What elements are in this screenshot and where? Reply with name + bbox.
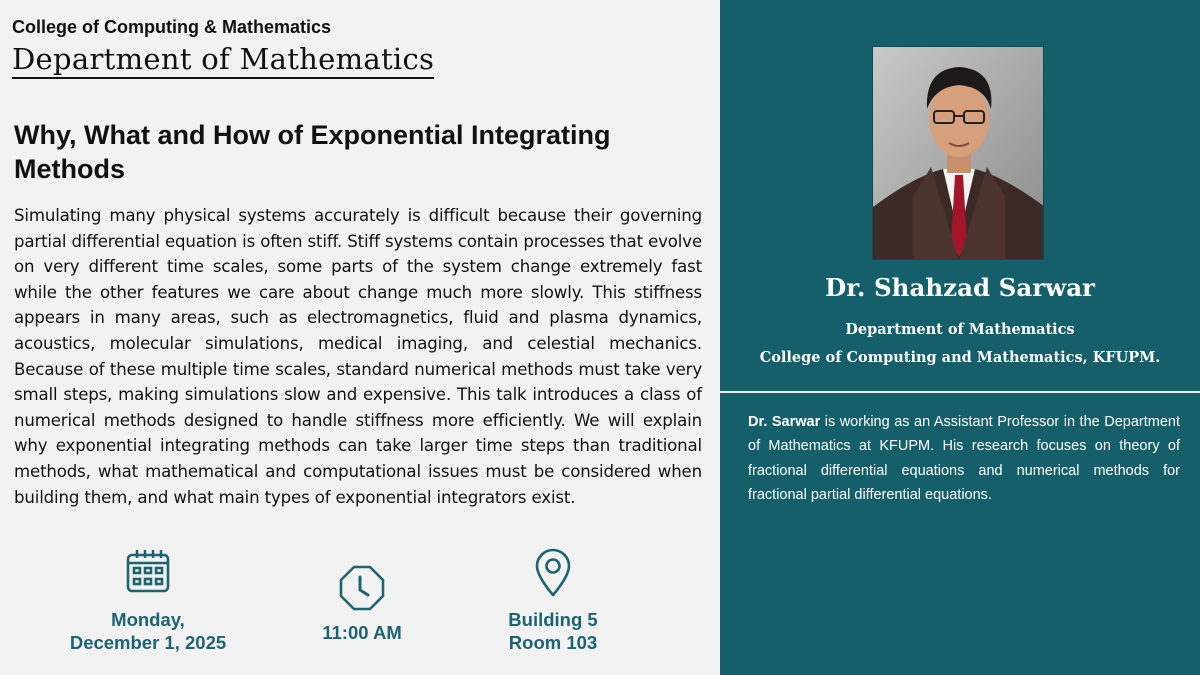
speaker-name: Dr. Shahzad Sarwar [825,273,1095,302]
time-text: 11:00 AM [322,622,402,643]
date-line-1: Monday, [111,609,185,630]
event-time [302,548,422,644]
speaker-college: College of Computing and Mathematics, KFUPM. [759,349,1161,366]
department-heading: Department of Mathematics [12,42,434,79]
clock-icon [338,564,386,612]
location-pin-icon [533,548,573,598]
talk-abstract: Simulating many physical systems accurately is difficult because their governing partial differential equation is often stiff. Stiff systems contain processes that evolve on very different time scales, some parts of the system change extremely fast while the other features we care about change much more slowly. This stiffness appears in many areas, such as electromagnetics, fluid and plasma dynamics, acoustics, molecular simulations, medical imaging, and celestial mechanics. Because of these multiple time scales, standard numerical methods must take very small steps, making simulations slow and expensive. This talk introduces a class of numerical methods designed to handle stiffness more efficiently. We will explain why exponential integrating methods can take larger time steps than traditional methods, what mathematical and computational issues must be considered when building them, and what main types of exponential integrators exist. [14,206,702,507]
college-name: College of Computing & Mathematics [12,17,332,37]
speaker-portrait-image [873,47,1044,260]
event-location [483,548,623,654]
speaker-photo [872,46,1044,260]
bio-text: is working as an Assistant Professor in the Department of Mathematics at KFUPM. His research focuses on theory of fractional differential equations and numerical methods for fractional partial differential equations. [748,414,1180,504]
speaker-bio [748,410,1180,508]
divider [720,391,1200,393]
location-line-1: Building 5 [508,609,598,630]
speaker-department: Department of Mathematics [845,321,1075,338]
talk-title: Why, What and How of Exponential Integrating Methods [14,120,611,184]
speaker-panel [720,0,1200,675]
event-date [48,548,248,654]
bio-speaker-name: Dr. Sarwar [748,414,821,430]
calendar-icon [125,548,171,594]
date-line-2: December 1, 2025 [69,632,227,653]
location-line-2: Room 103 [508,632,598,653]
